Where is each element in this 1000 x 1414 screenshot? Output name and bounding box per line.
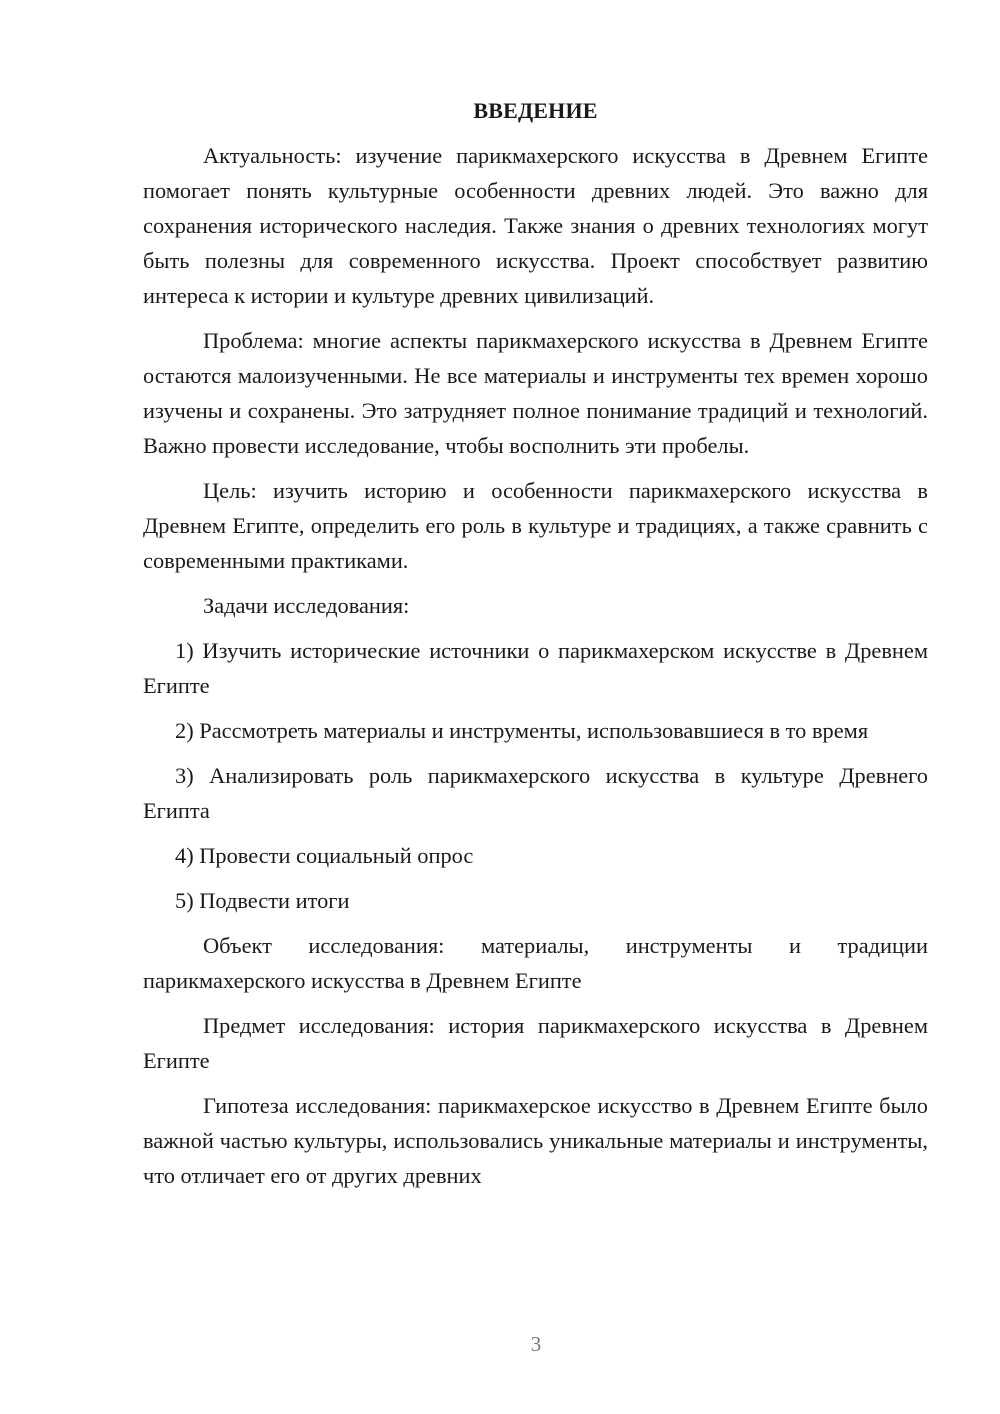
paragraph-relevance: Актуальность: изучение парикмахерского искусства в Древнем Египте помогает понять культурные особенности древних людей. Это важно для сохранения исторического наследия. Также знания о древних технологиях могут быть полезны для современного искусства. Проект способствует развитию интереса к истории и культуре древних цивилизаций. bbox=[143, 143, 928, 308]
paragraph-hypothesis: Гипотеза исследования: парикмахерское искусство в Древнем Египте было важной частью культуры, использовались уникальные материалы и инструменты, что отличает его от других древних bbox=[143, 1093, 928, 1188]
task-list-item: 1) Изучить исторические источники о парикмахерском искусстве в Древнем Египте bbox=[143, 638, 928, 698]
page-content bbox=[143, 96, 928, 1203]
task-list-item: 3) Анализировать роль парикмахерского искусства в культуре Древнего Египта bbox=[143, 763, 928, 823]
paragraph-problem: Проблема: многие аспекты парикмахерского искусства в Древнем Египте остаются малоизученными. Не все материалы и инструменты тех времен хорошо изучены и сохранены. Это затрудняет полное понимание традиций и технологий. Важно провести исследование, чтобы восполнить эти пробелы. bbox=[143, 328, 928, 458]
paragraph-tasks-heading: Задачи исследования: bbox=[203, 593, 410, 618]
page-number: 3 bbox=[530, 1332, 542, 1356]
section-title: ВВЕДЕНИЕ bbox=[473, 98, 598, 123]
task-list-item: 4) Провести социальный опрос bbox=[175, 843, 474, 868]
task-list-item: 5) Подвести итоги bbox=[175, 888, 350, 913]
paragraph-goal: Цель: изучить историю и особенности парикмахерского искусства в Древнем Египте, определить его роль в культуре и традициях, а также сравнить с современными практиками. bbox=[143, 478, 928, 573]
paragraph-object: Объект исследования: материалы, инструменты и традиции парикмахерского искусства в Древнем Египте bbox=[143, 933, 928, 993]
task-list-item: 2) Рассмотреть материалы и инструменты, использовавшиеся в то время bbox=[175, 718, 869, 743]
paragraph-subject: Предмет исследования: история парикмахерского искусства в Древнем Египте bbox=[143, 1013, 928, 1073]
